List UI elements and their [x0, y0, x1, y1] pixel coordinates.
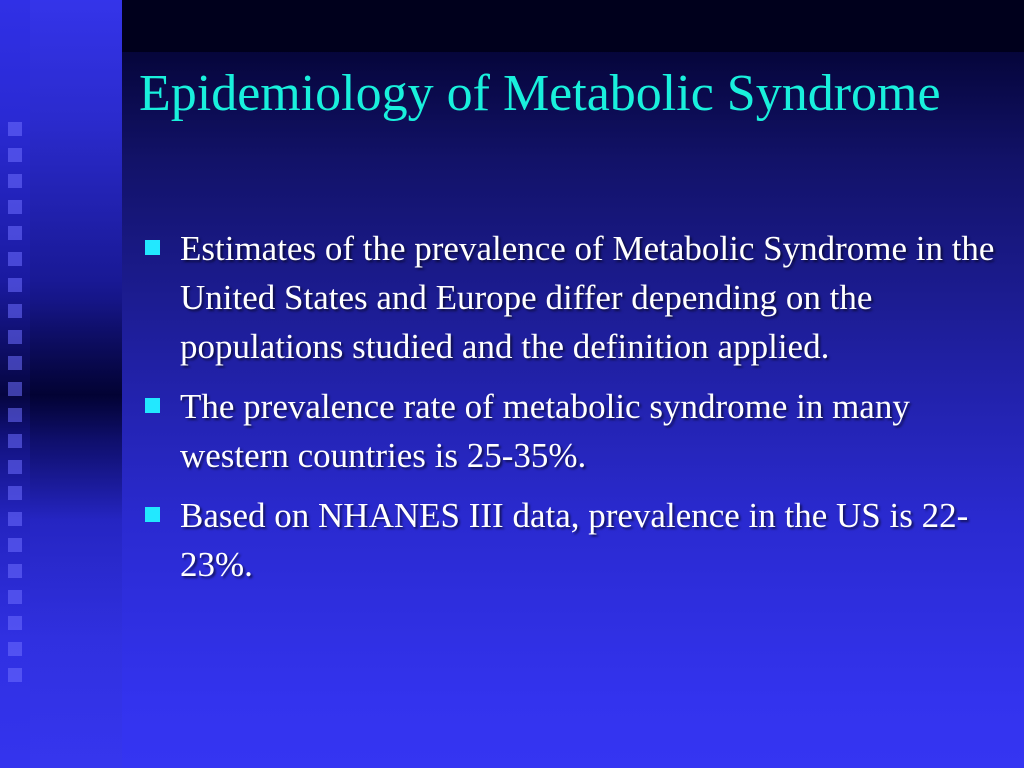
decorative-square [8, 122, 22, 136]
top-dark-band [122, 0, 1024, 52]
square-bullet-icon [145, 240, 160, 255]
decorative-square-column [8, 122, 26, 694]
decorative-square [8, 564, 22, 578]
decorative-left-strip-overlay [30, 0, 122, 768]
decorative-square [8, 434, 22, 448]
decorative-square [8, 200, 22, 214]
decorative-square [8, 356, 22, 370]
bullet-item [145, 224, 995, 371]
bullet-text: Estimates of the prevalence of Metabolic Syndrome in the United States and Europe differ depending on the populations studied and the definition applied. [180, 229, 995, 366]
decorative-square [8, 382, 22, 396]
decorative-square [8, 512, 22, 526]
decorative-square [8, 590, 22, 604]
decorative-square [8, 642, 22, 656]
decorative-square [8, 486, 22, 500]
decorative-square [8, 408, 22, 422]
square-bullet-icon [145, 507, 160, 522]
decorative-square [8, 668, 22, 682]
decorative-square [8, 226, 22, 240]
bullet-list [145, 224, 995, 600]
decorative-square [8, 616, 22, 630]
bullet-item [145, 382, 995, 480]
bullet-item [145, 491, 995, 589]
square-bullet-icon [145, 398, 160, 413]
slide-title: Epidemiology of Metabolic Syndrome [139, 65, 941, 122]
bullet-text: Based on NHANES III data, prevalence in the US is 22-23%. [180, 496, 969, 584]
decorative-square [8, 460, 22, 474]
decorative-left-strip [0, 0, 122, 768]
decorative-square [8, 148, 22, 162]
decorative-square [8, 330, 22, 344]
decorative-square [8, 252, 22, 266]
decorative-square [8, 304, 22, 318]
decorative-square [8, 538, 22, 552]
bullet-text: The prevalence rate of metabolic syndrome in many western countries is 25-35%. [180, 387, 910, 475]
decorative-square [8, 278, 22, 292]
decorative-square [8, 174, 22, 188]
